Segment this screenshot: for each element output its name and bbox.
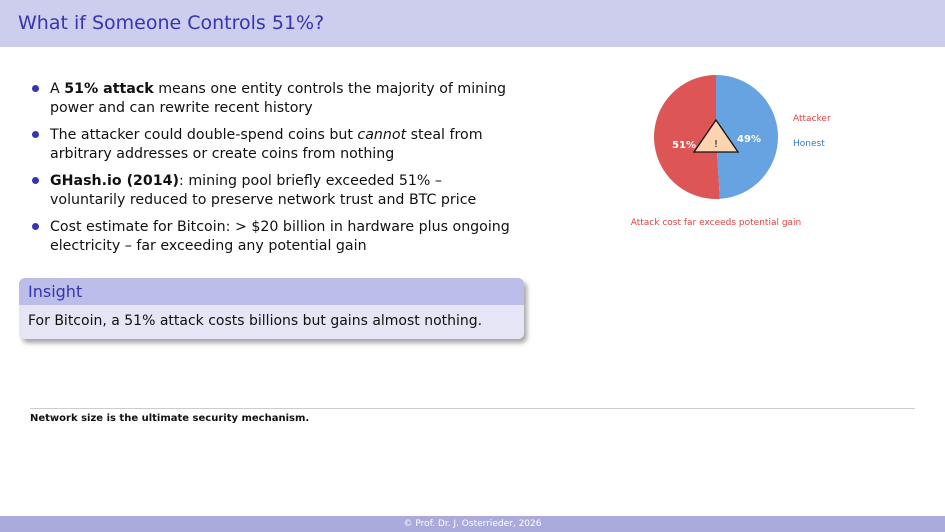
insight-body: For Bitcoin, a 51% attack costs billions but gains almost nothing. xyxy=(19,305,524,339)
chart-caption: Attack cost far exceeds potential gain xyxy=(630,218,802,228)
bullet-item xyxy=(30,80,510,118)
bold-text: 51% attack xyxy=(64,81,154,97)
insight-box xyxy=(19,278,524,339)
legend-honest: Honest xyxy=(793,139,825,149)
bullet-item xyxy=(30,218,510,256)
footer-text: Prof. Dr. J. Osterrieder, 2026 xyxy=(415,519,542,529)
bullet-icon xyxy=(32,223,39,230)
copyright-icon: © xyxy=(403,519,413,529)
slice-label-attacker: 51% xyxy=(672,140,696,151)
insight-title: Insight xyxy=(19,278,524,305)
bullet-item xyxy=(30,126,510,164)
bold-text: GHash.io (2014) xyxy=(50,173,180,189)
text: A xyxy=(50,81,65,97)
bullet-list xyxy=(30,80,510,264)
italic-text: cannot xyxy=(357,127,407,143)
page-title: What if Someone Controls 51%? xyxy=(18,12,325,34)
text: Cost estimate for Bitcoin: > $20 billion in hardware plus ongoing electricity – far exceeding any potential gain xyxy=(50,219,510,254)
slice-label-honest: 49% xyxy=(737,134,761,145)
bullet-item xyxy=(30,172,510,210)
pie-chart xyxy=(600,60,840,240)
text: means one entity controls the majority of mining power and can rewrite recent history xyxy=(50,81,507,116)
divider xyxy=(30,408,915,409)
bullet-icon xyxy=(32,131,39,138)
legend-attacker: Attacker xyxy=(793,114,831,124)
text: : mining pool briefly exceeded 51% – voluntarily reduced to preserve network trust and BTC price xyxy=(50,173,477,208)
text: steal from arbitrary addresses or create coins from nothing xyxy=(50,127,483,162)
bullet-icon xyxy=(32,177,39,184)
title-bar xyxy=(0,0,945,47)
footer-bar xyxy=(0,516,945,532)
bullet-icon xyxy=(32,85,39,92)
warning-symbol: ! xyxy=(713,139,719,150)
text: The attacker could double-spend coins but xyxy=(50,127,358,143)
takeaway-note: Network size is the ultimate security mechanism. xyxy=(30,413,310,424)
